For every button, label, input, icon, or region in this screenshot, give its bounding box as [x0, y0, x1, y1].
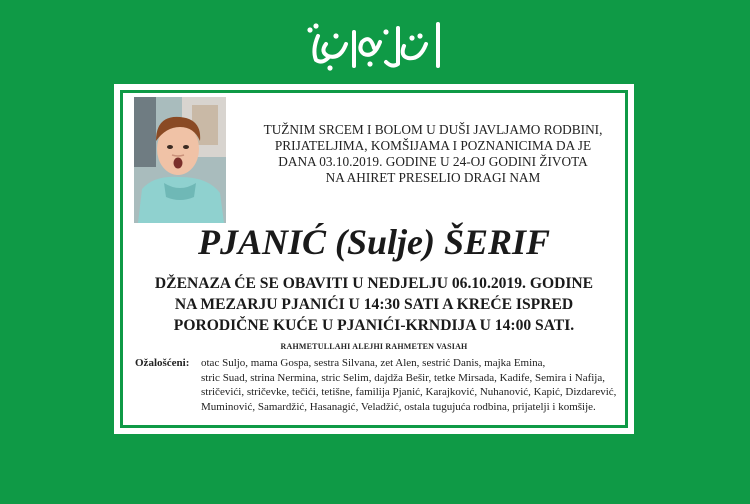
mourners-line: otac Suljo, mama Gospa, sestra Silvana, zet Alen, sestrić Danis, majka Emina, [201, 357, 546, 369]
funeral-details [114, 273, 634, 336]
mourners-list [201, 356, 631, 415]
arabic-calligraphy-logo [300, 14, 450, 78]
funeral-line: NA MEZARJU PJANIĆI U 14:30 SATI A KREĆE ISPRED [174, 296, 574, 313]
announcement-line: DANA 03.10.2019. GODINE U 24-OJ GODINI ŽIVOTA [278, 154, 588, 169]
announcement-line: PRIJATELJIMA, KOMŠIJAMA I POZNANICIMA DA JE [274, 138, 592, 153]
mourners-line: stričevići, stričevke, tečići, tetišne, familija Pjanić, Karajković, Nuhanović, Kapić, Dizdarević, [201, 386, 617, 399]
announcement-line: TUŽNIM SRCEM I BOLOM U DUŠI JAVLJAMO RODBINI, [263, 122, 603, 137]
announcement-text [238, 122, 628, 186]
announcement-line: NA AHIRET PRESELIO DRAGI NAM [325, 170, 541, 185]
portrait-photo [134, 97, 226, 223]
mourners-label: Ožalošćeni: [135, 357, 190, 369]
prayer-text: RAHMETULLAHI ALEJHI RAHMETEN VASIAH [280, 342, 468, 351]
funeral-line: DŽENAZA ĆE SE OBAVITI U NEDJELJU 06.10.2019. GODINE [154, 275, 594, 292]
funeral-line: PORODIČNE KUĆE U PJANIĆI-KRNDIJA U 14:00 SATI. [173, 317, 575, 334]
mourners-line: Muminović, Samardžić, Hasanagić, Veladžić, ostala tugujuća rodbina, prijatelji i komšije. [201, 401, 596, 414]
mourners-line: stric Suad, strina Nermina, stric Selim, dajdža Bešir, tetke Mirsada, Kadife, Semira i Nafija, [201, 371, 605, 384]
deceased-name: PJANIĆ (Sulje) ŠERIF [197, 222, 551, 262]
